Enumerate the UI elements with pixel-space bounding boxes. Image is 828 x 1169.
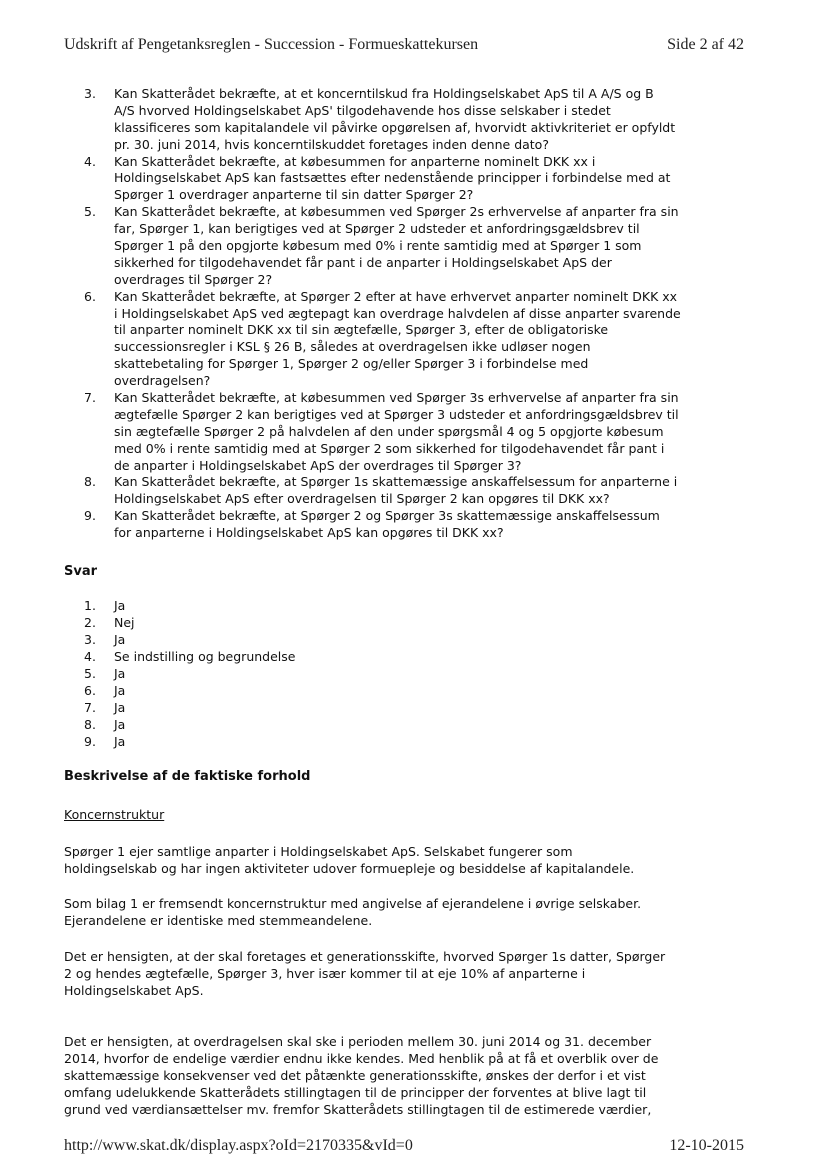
answer-item [84, 699, 295, 716]
paragraph-line: Holdingselskabet ApS. [64, 982, 204, 998]
paragraph-line: Som bilag 1 er fremsendt koncernstruktur med angivelse af ejerandelene i øvrige selskaber. [64, 896, 642, 911]
page-number: Side 2 af 42 [667, 36, 744, 53]
footer-date: 12-10-2015 [669, 1137, 744, 1154]
question-item [84, 508, 681, 542]
question-line: til anparter nominelt DKK xx til sin ægtefælle, Spørger 3, efter de obligatoriske [114, 322, 609, 338]
answer-item [84, 648, 295, 665]
question-line: Holdingselskabet ApS efter overdragelsen til Spørger 2 kan opgøres til DKK xx? [114, 491, 610, 507]
document-title: Udskrift af Pengetanksreglen - Succession - Formueskattekursen [64, 36, 479, 53]
question-line: Spørger 1 på den opgjorte købesum med 0% i rente samtidig med at Spørger 1 som [114, 238, 642, 254]
question-number: 5. [84, 204, 96, 220]
question-line: for anparterne i Holdingselskabet ApS kan opgøres til DKK xx? [114, 525, 504, 541]
answer-text: Ja [114, 683, 126, 698]
answer-text: Ja [114, 717, 126, 732]
question-line: sikkerhed for tilgodehavendet får pant i de anparter i Holdingselskabet ApS der [114, 254, 612, 270]
answer-list [84, 597, 295, 750]
answer-number: 9. [84, 734, 96, 749]
paragraph-line: Det er hensigten, at overdragelsen skal ske i perioden mellem 30. juni 2014 og 31. december [64, 1034, 652, 1049]
answer-number: 4. [84, 649, 96, 664]
answer-item [84, 631, 295, 648]
question-line: Kan Skatterådet bekræfte, at Spørger 2 og Spørger 3s skattemæssige anskaffelsessum [114, 508, 660, 524]
answer-text: Nej [114, 615, 135, 630]
question-number: 7. [84, 390, 96, 406]
question-item [84, 289, 681, 390]
answer-item [84, 733, 295, 750]
paragraph-line: omfang udelukkende Skatterådets stillingtagen til de principper der forventes at blive lagt til [64, 1084, 647, 1100]
answer-text: Ja [114, 734, 126, 749]
answer-text: Ja [114, 700, 126, 715]
svar-heading: Svar [64, 564, 98, 579]
answer-number: 5. [84, 666, 96, 681]
question-line: overdrages til Spørger 2? [114, 271, 273, 287]
answer-number: 7. [84, 700, 96, 715]
facts-subheading: Koncernstruktur [64, 807, 165, 822]
question-line: klassificeres som kapitalandele vil påvirke opgørelsen af, hvorvidt aktivkriteriet er opfyldt [114, 119, 676, 135]
question-line: i Holdingselskabet ApS ved ægtepagt kan overdrage halvdelen af disse anparter svarende [114, 305, 681, 321]
question-number: 6. [84, 288, 96, 304]
question-line: pr. 30. juni 2014, hvis koncerntilskuddet foretages inden denne dato? [114, 136, 549, 152]
facts-heading: Beskrivelse af de faktiske forhold [64, 769, 311, 784]
question-line: Spørger 1 overdrager anparterne til sin datter Spørger 2? [114, 187, 474, 203]
question-number: 4. [84, 153, 96, 169]
question-number: 3. [84, 86, 96, 101]
question-line: de anparter i Holdingselskabet ApS der overdrages til Spørger 3? [114, 457, 522, 473]
question-list [84, 86, 681, 542]
question-line: far, Spørger 1, kan berigtiges ved at Spørger 2 udsteder et anfordringsgældsbrev til [114, 221, 640, 237]
question-item [84, 154, 681, 205]
paragraph-line: 2 og hendes ægtefælle, Spørger 3, hver især kommer til at eje 10% af anparterne i [64, 965, 586, 981]
question-line: sin ægtefælle Spørger 2 på halvdelen af den under spørgsmål 4 og 5 opgjorte købesum [114, 423, 664, 439]
answer-item [84, 665, 295, 682]
question-line: Kan Skatterådet bekræfte, at købesummen ved Spørger 2s erhvervelse af anparter fra sin [114, 204, 679, 220]
question-line: Kan Skatterådet bekræfte, at et koncerntilskud fra Holdingselskabet ApS til A A/S og B [114, 86, 654, 101]
question-item [84, 474, 681, 508]
question-number: 9. [84, 508, 96, 524]
facts-paragraph [64, 896, 641, 930]
question-line: skattebetaling for Spørger 1, Spørger 2 og/eller Spørger 3 i forbindelse med [114, 356, 589, 372]
question-number: 8. [84, 474, 96, 490]
question-line: Kan Skatterådet bekræfte, at Spørger 2 efter at have erhvervet anparter nominelt DKK xx [114, 288, 678, 304]
paragraph-line: Spørger 1 ejer samtlige anparter i Holdingselskabet ApS. Selskabet fungerer som [64, 844, 573, 859]
question-item [84, 86, 681, 154]
answer-text: Ja [114, 632, 126, 647]
answer-item [84, 716, 295, 733]
question-line: successionsregler i KSL § 26 B, således at overdragelsen ikke udløser nogen [114, 339, 591, 355]
answer-number: 1. [84, 598, 96, 613]
answer-text: Se indstilling og begrundelse [114, 649, 296, 664]
answer-text: Ja [114, 666, 126, 681]
paragraph-line: grund ved værdiansættelser mv. fremfor Skatterådets stillingtagen til de estimerede værdier, [64, 1101, 652, 1117]
question-item [84, 204, 681, 288]
question-line: Kan Skatterådet bekræfte, at købesummen for anparterne nominelt DKK xx i [114, 153, 596, 169]
answer-number: 3. [84, 632, 96, 647]
paragraph-line: holdingselskab og har ingen aktiviteter udover formuepleje og besiddelse af kapitalandele. [64, 860, 635, 876]
facts-paragraph [64, 1034, 658, 1118]
paragraph-line: 2014, hvorfor de endelige værdier endnu ikke kendes. Med henblik på at få et overblik over de [64, 1050, 659, 1066]
answer-item [84, 597, 295, 614]
paragraph-line: skattemæssige konsekvenser ved det påtænkte generationsskifte, ønskes der derfor i et vist [64, 1067, 646, 1083]
answer-item [84, 682, 295, 699]
question-line: Kan Skatterådet bekræfte, at Spørger 1s skattemæssige anskaffelsessum for anparterne i [114, 474, 678, 490]
facts-paragraph [64, 844, 634, 878]
facts-paragraph [64, 949, 665, 1000]
question-line: ægtefælle Spørger 2 kan berigtiges ved at Spørger 3 udsteder et anfordringsgældsbrev til [114, 406, 679, 422]
paragraph-line: Ejerandelene er identiske med stemmeandelene. [64, 912, 373, 928]
paragraph-line: Det er hensigten, at der skal foretages et generationsskifte, hvorved Spørger 1s datter, Spørger [64, 949, 666, 964]
answer-number: 6. [84, 683, 96, 698]
answer-text: Ja [114, 598, 126, 613]
footer-url: http://www.skat.dk/display.aspx?oId=2170335&vId=0 [64, 1137, 413, 1154]
question-line: med 0% i rente samtidig med at Spørger 2 som sikkerhed for tilgodehavendet får pant i [114, 440, 665, 456]
answer-item [84, 614, 295, 631]
answer-number: 8. [84, 717, 96, 732]
answer-number: 2. [84, 615, 96, 630]
question-line: Kan Skatterådet bekræfte, at købesummen ved Spørger 3s erhvervelse af anparter fra sin [114, 390, 679, 406]
question-line: A/S hvorved Holdingselskabet ApS' tilgodehavende hos disse selskaber i stedet [114, 102, 611, 118]
question-line: Holdingselskabet ApS kan fastsættes efter nedenstående principper i forbindelse med at [114, 170, 671, 186]
question-line: overdragelsen? [114, 373, 211, 389]
question-item [84, 390, 681, 474]
